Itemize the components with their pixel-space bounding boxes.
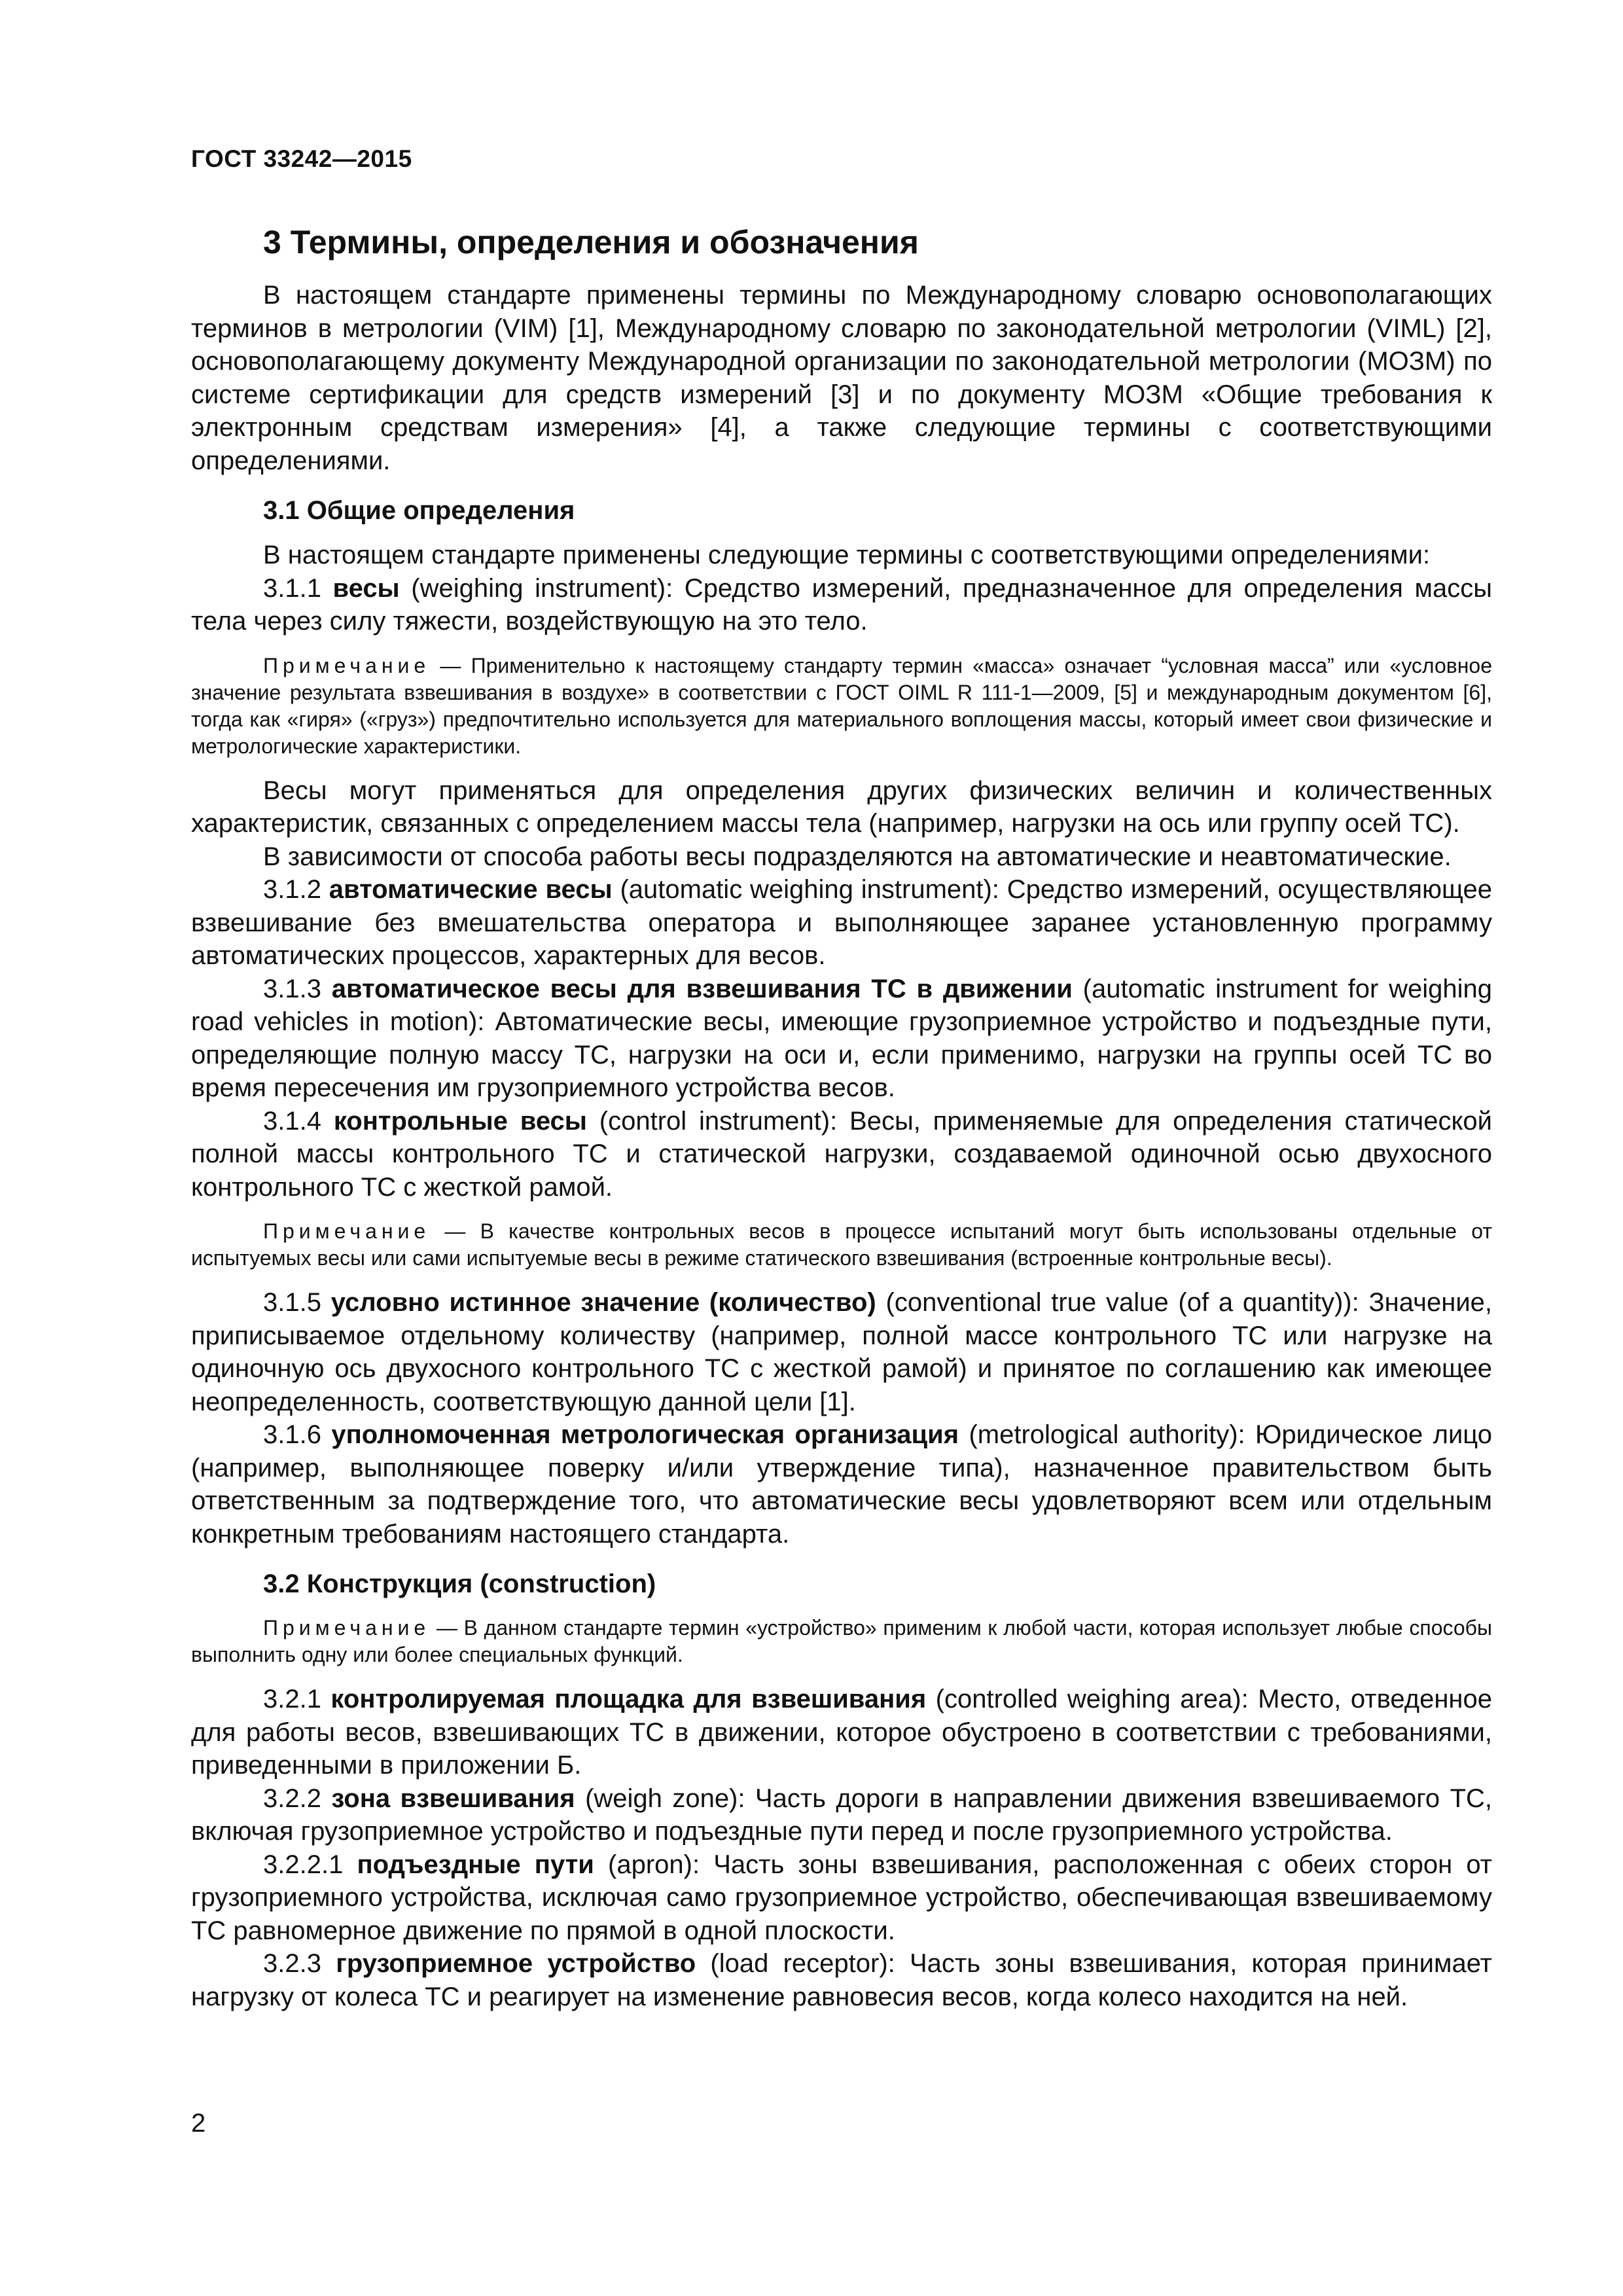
document-code-header: ГОСТ 33242—2015 — [191, 145, 412, 172]
note-label: Примечание — [263, 653, 431, 677]
term-number: 3.1.4 — [263, 1106, 334, 1136]
term-number: 3.2.2 — [263, 1784, 332, 1813]
term-number: 3.1.3 — [263, 974, 332, 1003]
term-name: контролируемая площадка для взвешивания — [330, 1685, 927, 1713]
term-3-2-3 — [191, 1947, 1492, 2013]
term-number: 3.1.6 — [263, 1420, 332, 1449]
term-number: 3.2.2.1 — [263, 1850, 357, 1879]
term-3-1-5 — [191, 1286, 1492, 1418]
term-definition: (automatic weighing instrument): Средство измерений, осуществляющее взвешивание без вмешательства оператора и выполняющее заранее установленную программу автоматических процессов, характерных для весов. — [191, 875, 1492, 970]
section-intro: В настоящем стандарте применены термины по Международному словарю основополагающих терминов в метрологии (VIM) [1], Международному словарю по законодательной метрологии (VIML) [2], основополагающему документу Международной организации по законодательной метрологии (МОЗМ) по системе сертификации для средств измерений [3] и по документу МОЗМ «Общие требования к электронным средствам измерения» [4], а также следующие термины с соответствующими определениями. — [191, 281, 1492, 475]
note-control-instrument — [191, 1218, 1492, 1272]
term-3-1-4 — [191, 1105, 1492, 1204]
term-name: уполномоченная метрологическая организация — [331, 1420, 959, 1449]
term-definition: (conventional true value (of a quantity)): Значение, приписываемое отдельному количеству (например, полной массе контрольного ТС или нагрузке на одиночную ось двухосного контрольного ТС с жесткой рамой) и принятое по соглашению как имеющее неопределенность, соответствующую данной цели [1]. — [191, 1288, 1493, 1416]
term-3-2-2 — [191, 1782, 1492, 1848]
term-definition: (weighing instrument): Средство измерений, предназначенное для определения массы тела через силу тяжести, воздействующую на это тело. — [191, 573, 1492, 636]
term-3-2-2-1 — [191, 1848, 1492, 1948]
paragraph-other-quantities: Весы могут применяться для определения других физических величин и количественных характеристик, связанных с определением массы тела (например, нагрузки на ось или группу осей ТС). — [191, 776, 1492, 838]
term-number: 3.1.5 — [263, 1288, 331, 1317]
term-name: подъездные пути — [357, 1850, 594, 1879]
page-content — [191, 223, 1492, 2013]
term-name: контрольные весы — [333, 1106, 587, 1136]
term-name: условно истинное значение (количество) — [330, 1288, 876, 1317]
note-text: — В данном стандарте термин «устройство» применим к любой части, которая использует любые способы выполнить одну или более специальных функций. — [191, 1616, 1492, 1666]
section-title: 3 Термины, определения и обозначения — [263, 224, 919, 260]
note-label: Примечание — [263, 1616, 431, 1640]
term-3-1-3 — [191, 973, 1492, 1105]
term-3-1-6 — [191, 1418, 1492, 1551]
term-definition: (controlled weighing area): Место, отведенное для работы весов, взвешивающих ТС в движении, которое обустроено в соответствии с требованиями, приведенными в приложении Б. — [191, 1685, 1492, 1780]
page-number: 2 — [191, 2109, 206, 2138]
subsection-intro: В настоящем стандарте применены следующие термины с соответствующими определениями: — [263, 541, 1431, 569]
term-definition: (automatic instrument for weighing road vehicles in motion): Автоматические весы, имеющие грузоприемное устройство и подъездные пути, определяющие полную массу ТС, нагрузки на оси и, если применимо, нагрузки на группы осей ТС во время пересечения им грузоприемного устройства весов. — [191, 974, 1493, 1102]
term-definition: (weigh zone): Часть дороги в направлении движения взвешиваемого ТС, включая грузоприемное устройство и подъездные пути перед и после грузоприемного устройства. — [191, 1784, 1493, 1846]
note-mass — [191, 653, 1492, 760]
subsection-title-3-1: 3.1 Общие определения — [263, 496, 575, 525]
term-name: весы — [332, 573, 400, 603]
term-number: 3.1.2 — [263, 875, 329, 904]
note-label: Примечание — [263, 1219, 431, 1243]
note-text: — В качестве контрольных весов в процессе испытаний могут быть использованы отдельные от испытуемых весы или сами испытуемые весы в режиме статического взвешивания (встроенные контрольные весы). — [191, 1219, 1492, 1270]
subsection-title-3-2: 3.2 Конструкция (construction) — [263, 1570, 656, 1598]
term-name: автоматические весы — [329, 875, 613, 904]
term-name: зона взвешивания — [331, 1784, 575, 1813]
term-3-1-2 — [191, 873, 1492, 973]
term-number: 3.2.1 — [263, 1685, 331, 1713]
note-device — [191, 1615, 1492, 1668]
term-definition: (apron): Часть зоны взвешивания, расположенная с обеих сторон от грузоприемного устройства, исключая само грузоприемное устройство, обеспечивающая взвешиваемому ТС равномерное движение по прямой в одной плоскости. — [191, 1850, 1493, 1945]
note-text: — Применительно к настоящему стандарту термин «масса» означает “условная масса” или «условное значение результата взвешивания в воздухе» в соответствии с ГОСТ OIML R 111-1—2009, [5] и международным документом [6], тогда как «гиря» («груз») предпочтительно используется для материального воплощения массы, который имеет свои физические и метрологические характеристики. — [191, 653, 1492, 758]
term-number: 3.2.3 — [263, 1949, 336, 1978]
term-definition: (metrological authority): Юридическое лицо (например, выполняющее поверку и/или утверждение типа), назначенное правительством быть ответственным за подтверждение того, что автоматические весы удовлетворяют всем или отдельным конкретным требованиям настоящего стандарта. — [191, 1420, 1493, 1549]
term-3-2-1 — [191, 1683, 1492, 1782]
term-definition: (load receptor): Часть зоны взвешивания, которая принимает нагрузку от колеса ТС и реагирует на изменение равновесия весов, когда колесо находится на ней. — [191, 1949, 1492, 2011]
term-definition: (control instrument): Весы, применяемые для определения статической полной массы контрольного ТС и статической нагрузки, создаваемой одиночной осью двухосного контрольного ТС с жесткой рамой. — [191, 1106, 1493, 1202]
paragraph-instrument-types: В зависимости от способа работы весы подразделяются на автоматические и неавтоматические. — [263, 842, 1452, 871]
term-number: 3.1.1 — [263, 573, 333, 603]
term-name: автоматическое весы для взвешивания ТС в движении — [331, 974, 1073, 1003]
term-name: грузоприемное устройство — [336, 1949, 696, 1978]
term-3-1-1 — [191, 572, 1492, 638]
